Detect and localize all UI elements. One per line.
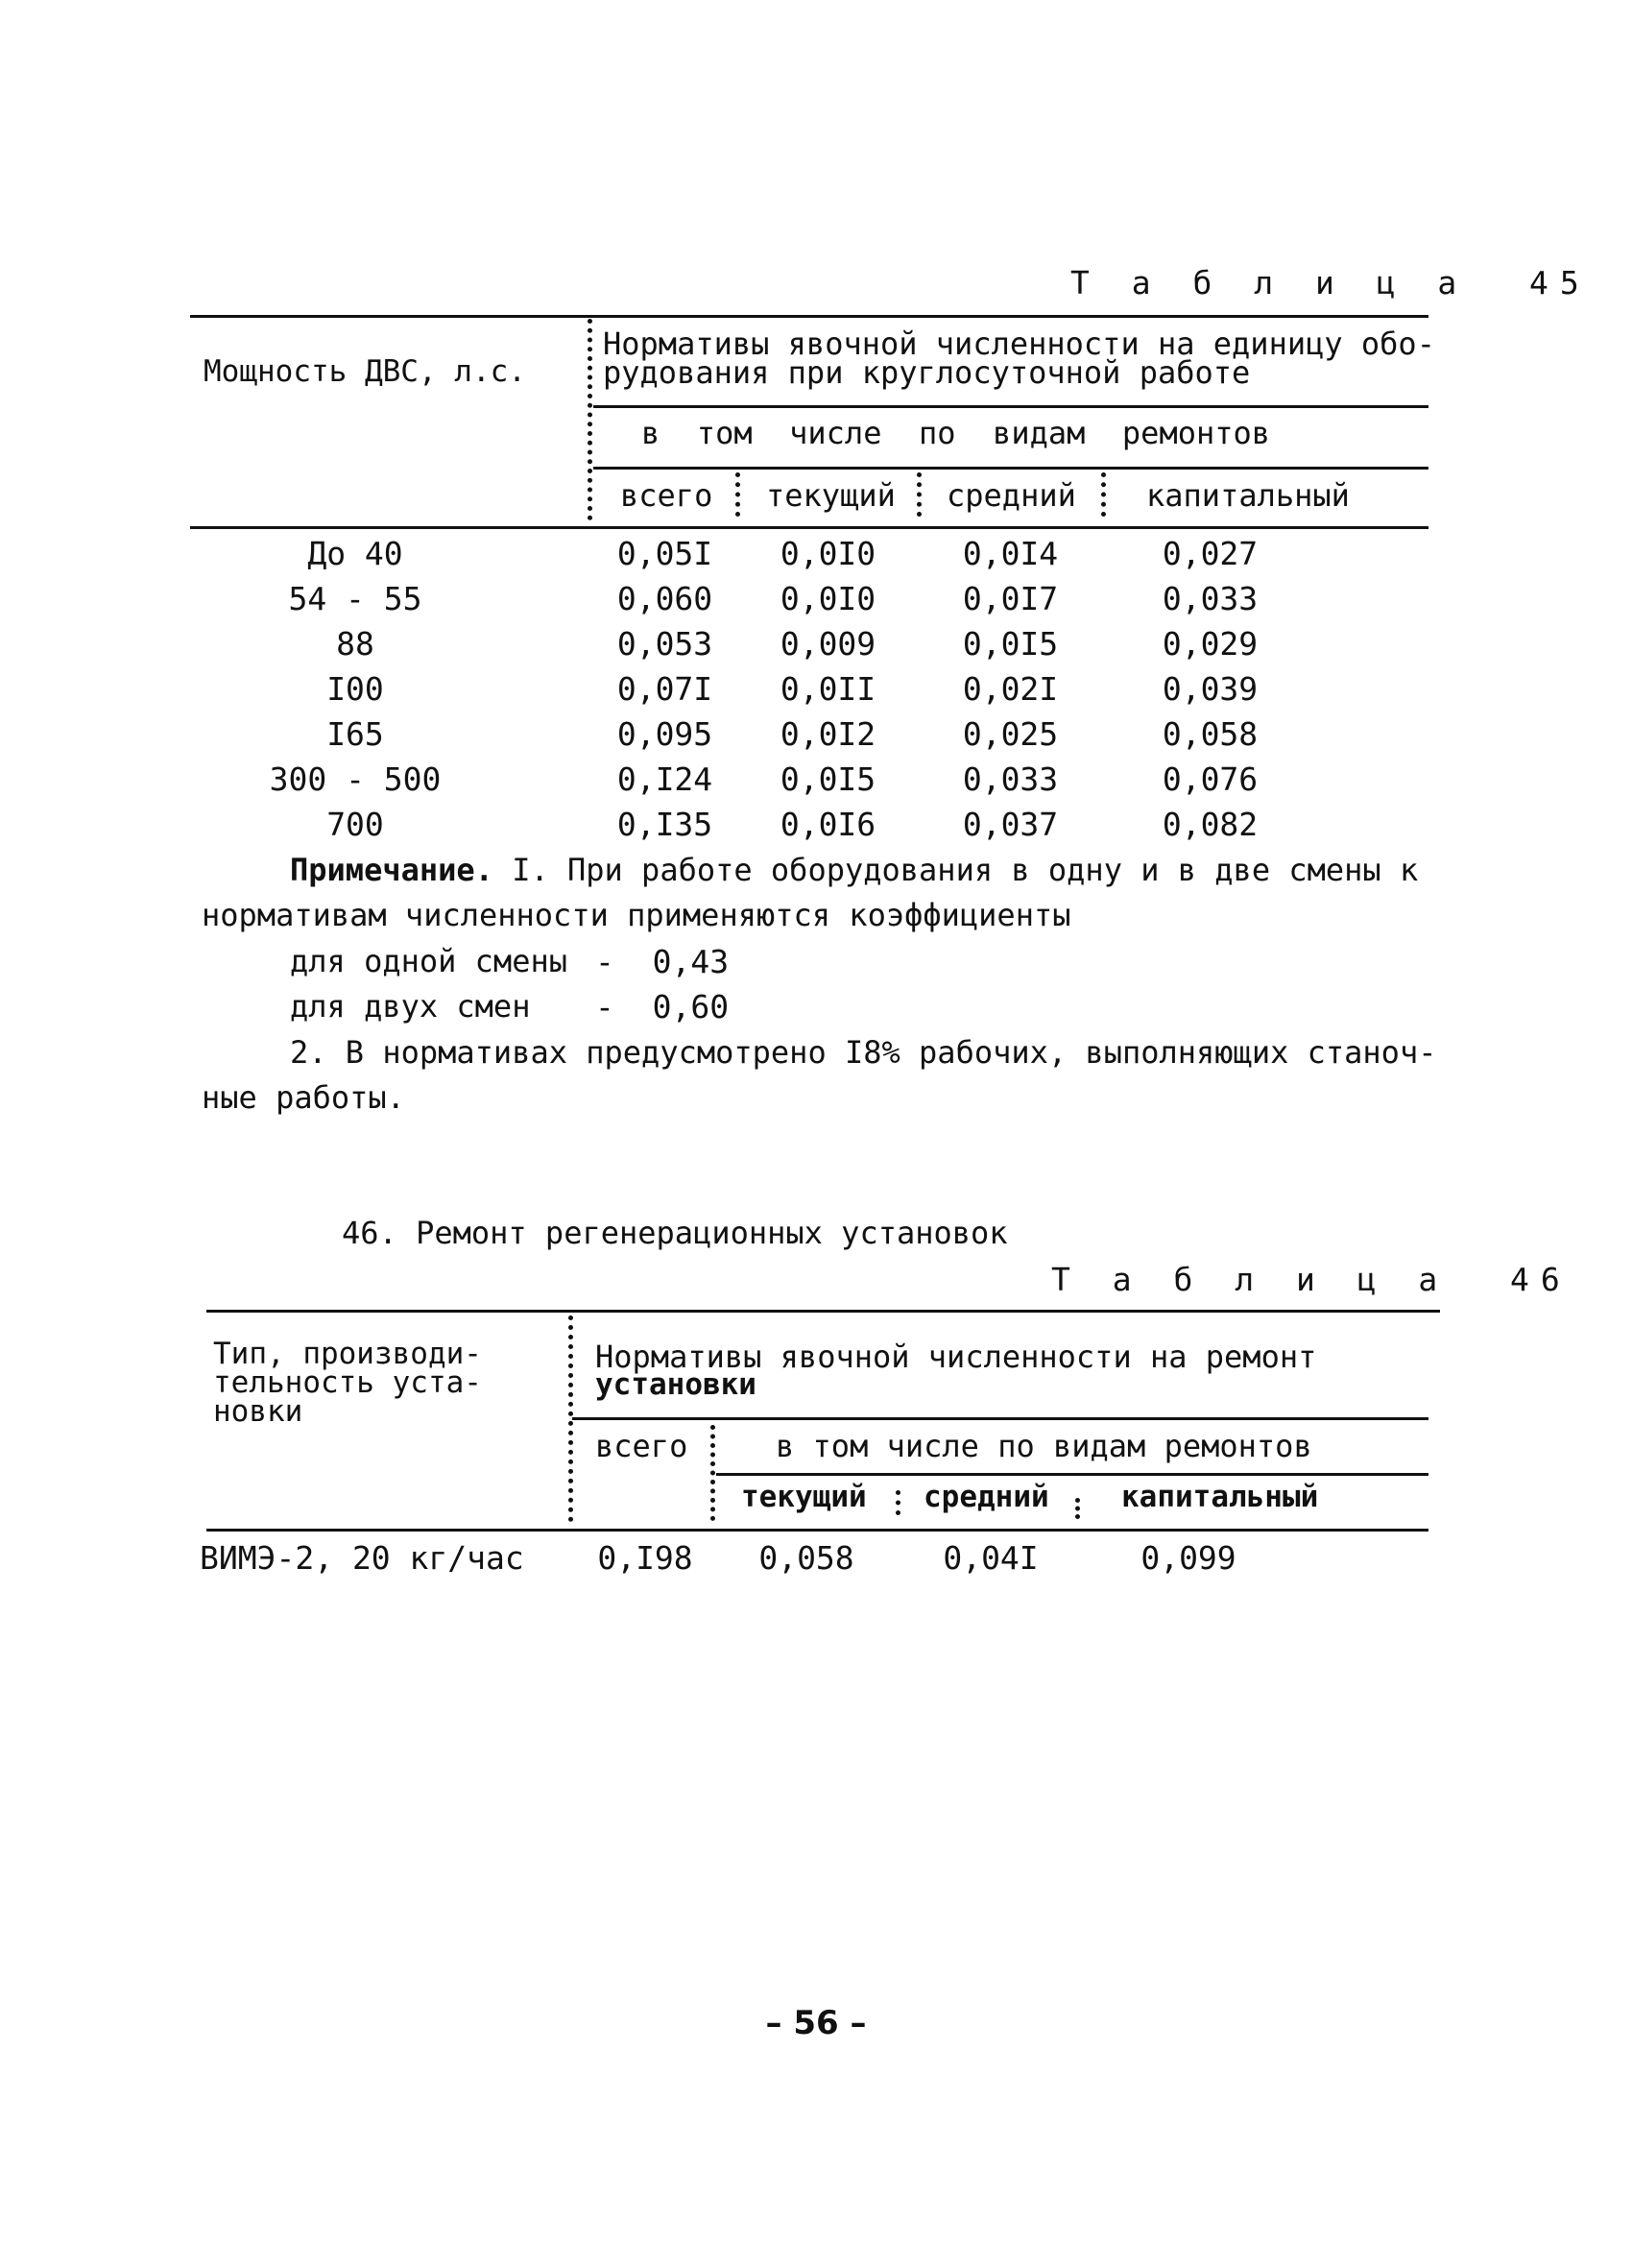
table45-subcol-total: всего	[620, 477, 713, 514]
note-line-1	[290, 852, 1419, 888]
note-label: Примечание.	[290, 852, 493, 888]
current-cell: 0,0I5	[780, 760, 876, 798]
table46-subcol-divider-2	[1075, 1498, 1080, 1519]
table46-subcol-capital: капитальный	[1121, 1480, 1319, 1514]
section46-heading: 46. Ремонт регенерационных установок	[342, 1215, 1008, 1251]
capital-cell: 0,099	[1140, 1539, 1236, 1577]
power-cell: 54 - 55	[288, 580, 422, 617]
coef-one-shift-value: - 0,43	[595, 943, 730, 980]
medium-cell: 0,033	[962, 760, 1059, 798]
current-cell: 0,0I0	[780, 580, 876, 617]
table45-subcol-capital: капитальный	[1146, 477, 1350, 514]
table45-col-header-power: Мощность ДВС, л.с.	[204, 354, 526, 389]
table46-total-divider	[710, 1425, 715, 1521]
medium-cell: 0,04I	[943, 1539, 1039, 1577]
table46-subcol-divider-1	[896, 1490, 900, 1515]
note2-line-1: 2. В нормативах предусмотрено I8% рабочих, выполняющих станоч-	[290, 1034, 1437, 1071]
table46-top-rule	[206, 1310, 1440, 1313]
table45-subcol-divider-3	[1101, 472, 1106, 517]
capital-cell: 0,027	[1162, 535, 1259, 572]
power-cell: I00	[326, 670, 384, 708]
table46-header-rule-2	[716, 1473, 1428, 1476]
coef-one-shift-label: для одной смены	[290, 943, 567, 979]
current-cell: 0,0I0	[780, 535, 876, 572]
total-cell: 0,07I	[616, 670, 713, 708]
current-cell: 0,0I2	[780, 715, 876, 753]
medium-cell: 0,0I7	[962, 580, 1059, 617]
total-cell: 0,I35	[616, 806, 713, 843]
capital-cell: 0,082	[1162, 806, 1259, 843]
current-cell: 0,0II	[780, 670, 876, 708]
capital-cell: 0,029	[1162, 625, 1259, 663]
power-cell: 88	[336, 625, 374, 663]
table45-header-divider	[588, 319, 592, 520]
coef-two-shift-label: для двух смен	[290, 988, 531, 1025]
total-cell: 0,060	[616, 580, 713, 617]
power-cell: 700	[326, 806, 384, 843]
table46-col-header-type-line1: Тип, производи-	[213, 1337, 482, 1371]
table46-col-header-type-line3: новки	[213, 1394, 303, 1429]
total-cell: 0,I24	[616, 760, 713, 798]
table46-header-norm-line1: Нормативы явочной численности на ремонт	[595, 1339, 1317, 1375]
table45-subcol-divider-2	[917, 472, 922, 517]
capital-cell: 0,076	[1162, 760, 1259, 798]
table46-header-incl: в том числе по видам ремонтов	[776, 1428, 1312, 1464]
table46-subcol-medium: средний	[924, 1480, 1049, 1514]
table45-header-rule-2	[593, 467, 1428, 470]
total-cell: 0,I98	[597, 1539, 693, 1577]
power-cell: До 40	[307, 535, 403, 572]
medium-cell: 0,02I	[962, 670, 1059, 708]
table45-top-rule	[190, 315, 1428, 318]
medium-cell: 0,0I4	[962, 535, 1059, 572]
note2-line-2: ные работы.	[202, 1079, 405, 1116]
table46-bottom-header-rule	[206, 1529, 1428, 1532]
page-number: – 56 –	[765, 2004, 867, 2042]
coef-two-shift-value: - 0,60	[595, 988, 730, 1025]
table45-subcol-current: текущий	[766, 477, 896, 514]
table45-subcol-divider-1	[735, 472, 740, 517]
note-line-2: нормативам численности применяются коэффициенты	[202, 897, 1071, 933]
table45-header-rule-1	[593, 405, 1428, 408]
table45-header-incl: в том числе по видам ремонтов	[641, 415, 1271, 451]
table46-header-rule-1	[572, 1417, 1428, 1420]
type-cell: ВИМЭ-2, 20 кг/час	[200, 1539, 524, 1577]
table45-header-norm-line2: рудования при круглосуточной работе	[603, 354, 1251, 391]
current-cell: 0,058	[758, 1539, 854, 1577]
note-line-1-text: I. При работе оборудования в одну и в две смены к	[492, 852, 1419, 888]
table46-header-norm-line2: установки	[595, 1367, 756, 1402]
medium-cell: 0,037	[962, 806, 1059, 843]
capital-cell: 0,058	[1162, 715, 1259, 753]
power-cell: I65	[326, 715, 384, 753]
table45-caption: Т а б л и ц а 45	[1070, 264, 1591, 302]
table46-caption: Т а б л и ц а 46	[1051, 1261, 1572, 1298]
medium-cell: 0,0I5	[962, 625, 1059, 663]
current-cell: 0,0I6	[780, 806, 876, 843]
capital-cell: 0,039	[1162, 670, 1259, 708]
table46-col-total: всего	[595, 1428, 688, 1464]
total-cell: 0,053	[616, 625, 713, 663]
medium-cell: 0,025	[962, 715, 1059, 753]
power-cell: 300 - 500	[269, 760, 442, 798]
table46-col-header-type-line2: тельность уста-	[213, 1365, 482, 1400]
table45-bottom-header-rule	[190, 526, 1428, 529]
total-cell: 0,05I	[616, 535, 713, 572]
table45-header-norm-line1: Нормативы явочной численности на единицу обо-	[603, 326, 1435, 362]
capital-cell: 0,033	[1162, 580, 1259, 617]
table45-subcol-medium: средний	[947, 477, 1076, 514]
current-cell: 0,009	[780, 625, 876, 663]
total-cell: 0,095	[616, 715, 713, 753]
table46-subcol-current: текущий	[741, 1480, 867, 1514]
